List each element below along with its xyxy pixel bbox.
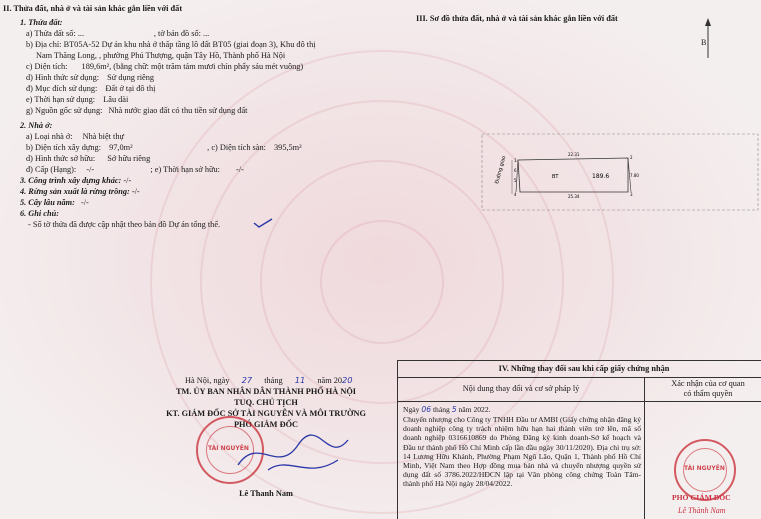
land-origin: g) Nguồn gốc sử dụng: Nhà nước giao đất có thu tiền sử dụng đất xyxy=(26,106,248,115)
signature-scribble xyxy=(228,425,358,485)
approver-title: PHÓ GIÁM ĐỐC xyxy=(672,493,731,502)
changes-approval-column xyxy=(644,377,761,519)
point-6: 6 xyxy=(514,168,517,173)
note-text: - Số tờ thửa đã được cập nhật theo bản đồ Dự án tổng thể. xyxy=(28,220,221,229)
land-area-row: c) Diện tích: 189,6m², (bằng chữ: một trăm tám mươi chín phẩy sáu mét vuông) xyxy=(26,62,304,71)
org-line-4: PHÓ GIÁM ĐỐC xyxy=(233,420,299,429)
point-5: 5 xyxy=(514,178,517,183)
north-arrow-icon xyxy=(704,18,712,60)
house-area: b) Diện tích xây dựng: 97,0m² , c) Diện tích sàn: 395,5m² xyxy=(26,143,302,152)
org-line-1: TM. ỦY BAN NHÂN DÂN THÀNH PHỐ HÀ NỘI xyxy=(176,387,356,396)
house-grade: đ) Cấp (Hạng): -/- ; e) Thời hạn sở hữu: -/- xyxy=(26,165,244,174)
issue-date: Hà Nội, ngày 27 tháng 11 năm 2020 xyxy=(185,375,353,385)
road-label: Đường giao xyxy=(494,155,508,185)
changes-table xyxy=(397,360,761,519)
house-ownership: d) Hình thức sở hữu: Sở hữu riêng xyxy=(26,154,151,163)
approval-seal: TÀI NGUYÊN xyxy=(674,439,736,501)
north-label: B xyxy=(701,38,707,47)
section-ii-title: II. Thửa đất, nhà ở và tài sản khác gắn liền với đất xyxy=(3,4,183,13)
red-seal: TÀI NGUYÊN xyxy=(196,416,264,484)
land-address-cont: Nam Thăng Long, , phường Phú Thượng, quận Tây Hồ, Thành phố Hà Nội xyxy=(36,51,286,60)
point-4: 4 xyxy=(514,192,517,197)
lot-area: 189.6 xyxy=(592,173,610,180)
change-date: Ngày 06 tháng 5 năm 2022. xyxy=(403,405,491,414)
other-construction: 3. Công trình xây dựng khác: -/- xyxy=(20,176,132,185)
checkmark-icon xyxy=(252,217,274,229)
col-content-header: Nội dung thay đổi và cơ sở pháp lý xyxy=(398,377,644,402)
org-line-3: KT. GIÁM ĐỐC SỞ TÀI NGUYÊN VÀ MÔI TRƯỜNG xyxy=(166,409,366,418)
forest: 4. Rừng sản xuất là rừng trồng: -/- xyxy=(20,187,140,196)
note-heading: 6. Ghi chú: xyxy=(20,209,59,218)
point-1: 1 xyxy=(514,158,517,163)
land-purpose: đ) Mục đích sử dụng: Đất ở tại đô thị xyxy=(26,84,156,93)
land-term: e) Thời hạn sử dụng: Lâu dài xyxy=(26,95,129,104)
signer-name: Lê Thanh Nam xyxy=(239,489,293,498)
org-line-2: TUQ. CHỦ TỊCH xyxy=(234,398,298,407)
section-iii-title: III. Sơ đồ thửa đất, nhà ở và tài sản khác gắn liền với đất xyxy=(416,14,618,23)
col-approval-header: Xác nhận của cơ quan có thẩm quyền xyxy=(644,377,761,402)
approver-name: Lê Thành Nam xyxy=(678,506,726,515)
change-body: Chuyển nhượng cho Công ty TNHH Đầu tư AMBI (Giấy chứng nhận đăng ký doanh nghiệp công ty trách nhiệm hữu hạn hai thành viên trở lên, mã số doanh nghiệp 0316610869 do Phòng Đăng ký kinh doanh-Sở kế hoạch và Đầu tư thành phố Hồ Chí Minh cấp lần đầu ngày 30/11/2020). Địa chỉ trụ sở: 14 Lương Hữu Khánh, Phường Phạm Ngũ Lão, Quận 1, Thành phố Hồ Chí Minh, Việt Nam theo Hợp đồng mua bán nhà và chuyển nhượng quyền sử dụng đất số 3786.2022/HĐCN lập tại Văn phòng công chứng Toàn Tâm-thành phố Hà Nội ngày 28/04/2022. xyxy=(403,415,641,489)
bottom-dimension: 25.34 xyxy=(568,194,580,199)
land-parcel-row: a) Thửa đất số: ... , tờ bản đồ số: ... xyxy=(26,29,210,38)
changes-title: IV. Những thay đổi sau khi cấp giấy chứng nhận xyxy=(398,361,761,378)
changes-content-column xyxy=(398,377,645,519)
side-dimension: 7.80 xyxy=(630,173,639,178)
land-usage-form: d) Hình thức sử dụng: Sử dụng riêng xyxy=(26,73,155,82)
point-2: 2 xyxy=(630,155,633,160)
house-type: a) Loại nhà ở: Nhà biệt thự xyxy=(26,132,124,141)
house-heading: 2. Nhà ở: xyxy=(20,121,53,130)
parcel-map xyxy=(480,132,760,212)
lot-id: BT xyxy=(552,174,559,180)
land-heading: 1. Thửa đất: xyxy=(20,18,63,27)
perennial-trees: 5. Cây lâu năm: -/- xyxy=(20,198,89,207)
top-dimension: 22.31 xyxy=(568,152,580,157)
point-3: 3 xyxy=(630,192,633,197)
land-address-row: b) Địa chỉ: BT05A-52 Dự án khu nhà ở thấp tầng lô đất BT05 (giai đoạn 3), Khu đô thị xyxy=(26,40,316,49)
